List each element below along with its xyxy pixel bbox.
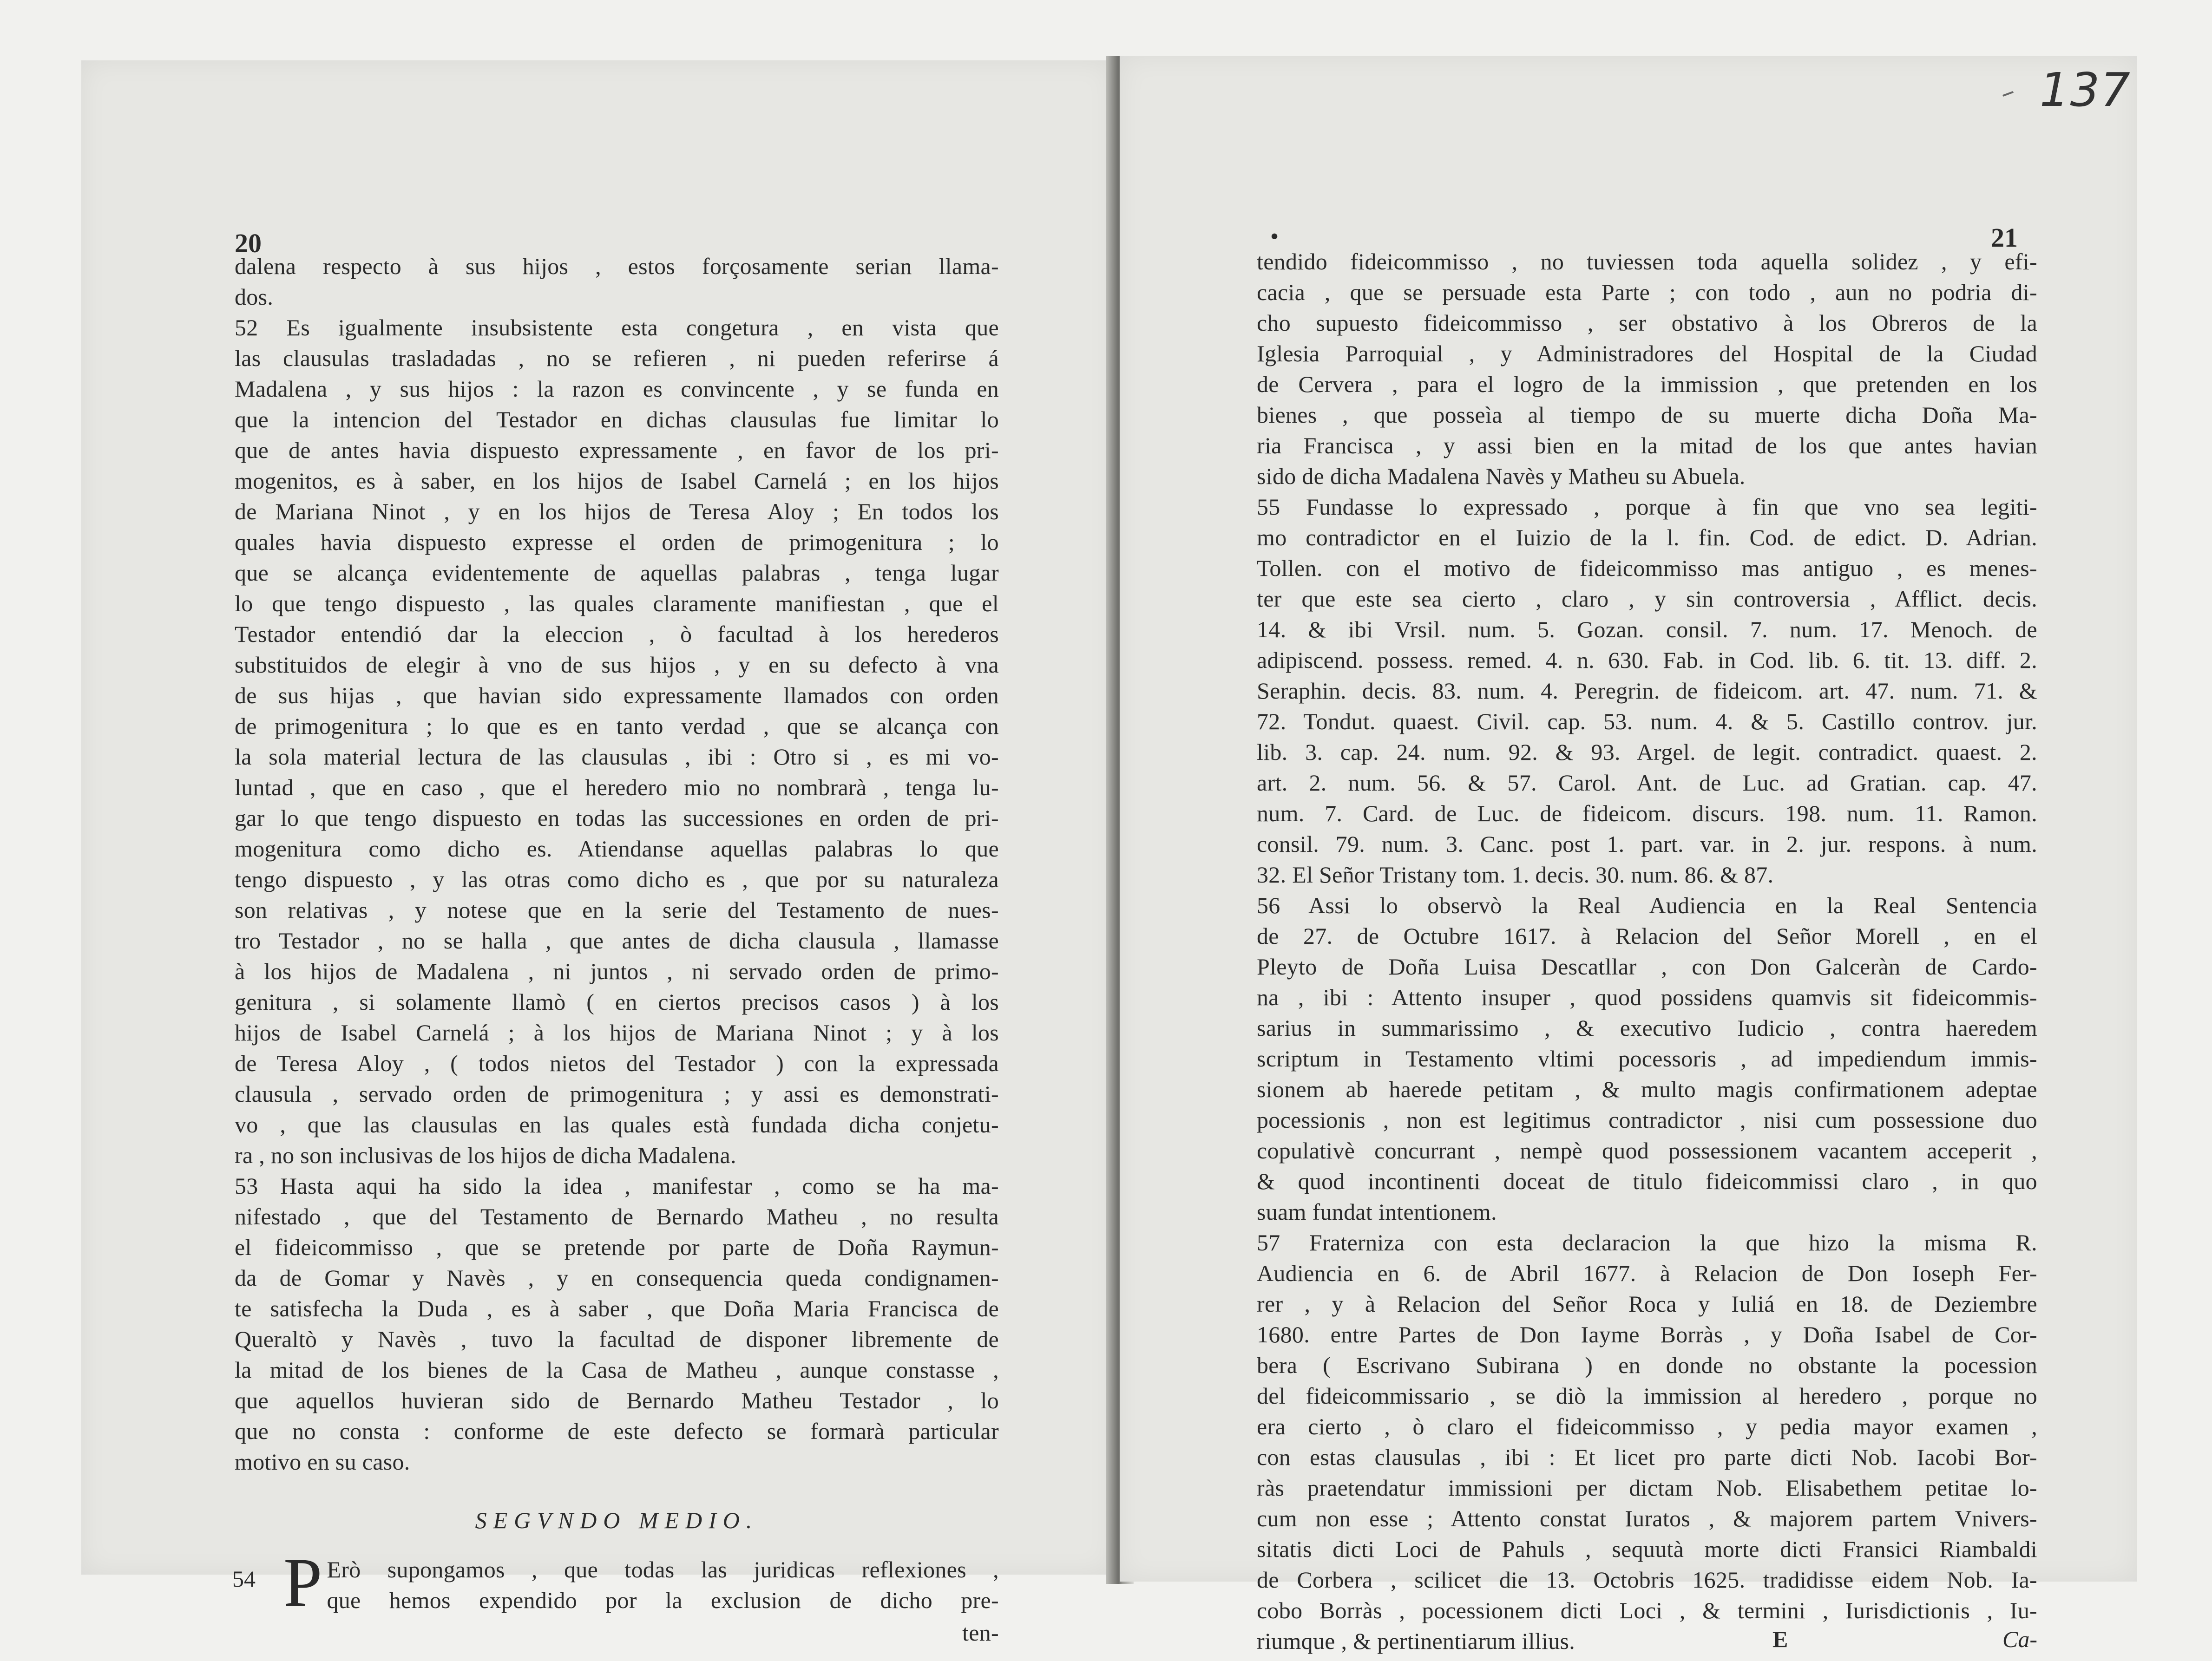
- text-line: lo que tengo dispuesto , las quales claramente manifiestan , que el: [235, 590, 999, 616]
- text-line: copulativè concurrant , nempè quod possessionem vacantem acceperit ,: [1257, 1138, 2037, 1164]
- text-line: 55 Fundasse lo expressado , porque à fin que vno sea legiti-: [1257, 494, 2037, 520]
- text-line: Testador entendió dar la eleccion , ò facultad à los herederos: [235, 621, 999, 647]
- paragraph-54: [232, 1544, 999, 1621]
- text-line: motivo en su caso.: [235, 1449, 410, 1475]
- text-line: sionem ab haerede petitam , & multo magis confirmationem adeptae: [1257, 1076, 2037, 1102]
- text-line: num. 7. Card. de Luc. de fideicom. discurs. 198. num. 11. Ramon.: [1257, 800, 2037, 826]
- text-line: de primogenitura ; lo que es en tanto verdad , que se alcança con: [235, 713, 999, 739]
- text-line: bienes , que posseìa al tiempo de su muerte dicha Doña Ma-: [1257, 402, 2037, 428]
- text-line: consil. 79. num. 3. Canc. post 1. part. var. in 2. jur. respons. à num.: [1257, 831, 2037, 857]
- text-line: que aquellos huvieran sido de Bernardo Matheu Testador , lo: [235, 1387, 999, 1413]
- text-line: à los hijos de Madalena , ni juntos , ni servado orden de primo-: [235, 958, 999, 984]
- text-line: tengo dispuesto , y las otras como dicho es , que por su naturaleza: [235, 866, 999, 892]
- text-line: genitura , si solamente llamò ( en ciertos precisos casos ) à los: [235, 989, 999, 1015]
- signature-mark: E: [1772, 1626, 1788, 1652]
- text-line: son relativas , y notese que en la serie del Testamento de nues-: [235, 897, 999, 923]
- text-line: mo contradictor en el Iuizio de la l. fin. Cod. de edict. D. Adrian.: [1257, 524, 2037, 550]
- left-text-column: [232, 223, 999, 1648]
- text-line: sitatis dicti Loci de Pahuls , sequutà morte dicti Fransici Riambaldi: [1257, 1536, 2037, 1562]
- text-line: Seraphin. decis. 83. num. 4. Peregrin. de fideicom. art. 47. num. 71. &: [1257, 678, 2037, 704]
- text-line: ra , no son inclusivas de los hijos de dicha Madalena.: [235, 1142, 736, 1168]
- text-line: clausula , servado orden de primogenitura ; y assi es demonstrati-: [235, 1081, 999, 1107]
- text-line: Iglesia Parroquial , y Administradores del Hospital de la Ciudad: [1257, 340, 2037, 366]
- text-line: pocessionis , non est legitimus contradictor , nisi cum possessione duo: [1257, 1107, 2037, 1133]
- section-heading: SEGVNDO MEDIO.: [475, 1507, 759, 1533]
- text-line: que no consta : conforme de este defecto se formarà particular: [235, 1418, 999, 1444]
- text-line: las clausulas trasladadas , no se refieren , ni pueden referirse á: [235, 345, 999, 371]
- drop-cap: P: [283, 1544, 322, 1621]
- text-line: era cierto , ò claro el fideicommisso , y pedia mayor examen ,: [1257, 1413, 2037, 1439]
- text-line: ter que este sea cierto , claro , y sin controversia , Afflict. decis.: [1257, 586, 2037, 612]
- left-page-number: 20: [235, 228, 262, 258]
- text-line: mogenitos, es à saber, en los hijos de Isabel Carnelá ; en los hijos: [235, 468, 999, 494]
- text-line: scriptum in Testamento vltimi pocessoris , ad impediendum immis-: [1257, 1046, 2037, 1072]
- text-line: Pleyto de Doña Luisa Descatllar , con Don Galceràn de Cardo-: [1257, 954, 2037, 980]
- text-line: del fideicommissario , se diò la immission al heredero , porque no: [1257, 1383, 2037, 1409]
- left-catchword: ten-: [962, 1620, 999, 1646]
- paragraph-54-number: 54: [232, 1566, 256, 1592]
- text-line: de Mariana Ninot , y en los hijos de Teresa Aloy ; En todos los: [235, 498, 999, 524]
- text-line: el fideicommisso , que se pretende por parte de Doña Raymun-: [235, 1234, 999, 1260]
- text-line: 1680. entre Partes de Don Iayme Borràs , y Doña Isabel de Cor-: [1257, 1321, 2037, 1347]
- right-page-marker: •: [1271, 224, 1279, 248]
- text-line: gar lo que tengo dispuesto en todas las successiones en orden de pri-: [235, 805, 999, 831]
- text-line: vo , que las clausulas en las quales està fundada dicha conjetu-: [235, 1112, 999, 1138]
- text-line: de Teresa Aloy , ( todos nietos del Testador ) con la expressada: [235, 1050, 999, 1076]
- text-line: que hemos expendido por la exclusion de dicho pre-: [327, 1587, 999, 1613]
- text-line: que la intencion del Testador en dichas clausulas fue limitar lo: [235, 406, 999, 432]
- text-line: adipiscend. possess. remed. 4. n. 630. Fab. in Cod. lib. 6. tit. 13. diff. 2.: [1257, 647, 2037, 673]
- text-line: art. 2. num. 56. & 57. Carol. Ant. de Luc. ad Gratian. cap. 47.: [1257, 770, 2037, 796]
- text-line: rer , y à Relacion del Señor Roca y Iuliá en 18. de Deziembre: [1257, 1291, 2037, 1317]
- text-line: 56 Assi lo observò la Real Audiencia en la Real Sentencia: [1257, 892, 2037, 918]
- text-line: sido de dicha Madalena Navès y Matheu su Abuela.: [1257, 463, 1746, 489]
- text-line: de 27. de Octubre 1617. à Relacion del Señor Morell , en el: [1257, 923, 2037, 949]
- text-line: que de antes havia dispuesto expressamente , en favor de los pri-: [235, 437, 999, 463]
- text-line: hijos de Isabel Carnelá ; à los hijos de Mariana Ninot ; y à los: [235, 1020, 999, 1046]
- text-line: 57 Fraterniza con esta declaracion la que hizo la misma R.: [1257, 1229, 2037, 1256]
- text-line: substituidos de elegir à vno de sus hijos , y en su defecto à vna: [235, 652, 999, 678]
- text-line: luntad , que en caso , que el heredero mio no nombrarà , tenga lu-: [235, 774, 999, 800]
- text-line: lib. 3. cap. 24. num. 92. & 93. Argel. de legit. contradict. quaest. 2.: [1257, 739, 2037, 765]
- handwritten-folio-number: 137: [2040, 63, 2131, 117]
- text-line: 32. El Señor Tristany tom. 1. decis. 30. num. 86. & 87.: [1257, 862, 1774, 888]
- text-line: la sola material lectura de las clausulas , ibi : Otro si , es mi vo-: [235, 744, 999, 770]
- text-line: de Corbera , scilicet die 13. Octobris 1625. tradidisse eidem Nob. Ia-: [1257, 1567, 2037, 1593]
- text-line: 53 Hasta aqui ha sido la idea , manifestar , como se ha ma-: [235, 1173, 999, 1199]
- text-line: ria Francisca , y assi bien en la mitad de los que antes havian: [1257, 432, 2037, 458]
- text-line: cacia , que se persuade esta Parte ; con todo , aun no podria di-: [1257, 279, 2037, 305]
- text-line: 52 Es igualmente insubsistente esta congetura , en vista que: [235, 314, 999, 340]
- text-line: Queraltò y Navès , tuvo la facultad de disponer libremente de: [235, 1326, 999, 1352]
- right-body-text: [1257, 246, 2037, 1656]
- text-line: cho supuesto fideicommisso , ser obstativo à los Obreros de la: [1257, 310, 2037, 336]
- text-line: Erò supongamos , que todas las juridicas reflexiones ,: [327, 1556, 999, 1583]
- text-line: quales havia dispuesto expresse el orden de primogenitura ; lo: [235, 529, 999, 555]
- text-line: tro Testador , no se halla , que antes de dicha clausula , llamasse: [235, 928, 999, 954]
- text-line: de Cervera , para el logro de la immission , que pretenden en los: [1257, 371, 2037, 397]
- right-catchword: Ca-: [2002, 1626, 2037, 1652]
- text-line: dos.: [235, 284, 274, 310]
- paragraph-54-text: [327, 1554, 999, 1615]
- text-line: con estas clausulas , ibi : Et licet pro parte dicti Nob. Iacobi Bor-: [1257, 1444, 2037, 1470]
- text-line: da de Gomar y Navès , y en consequencia queda condignamen-: [235, 1265, 999, 1291]
- right-text-column: [1257, 246, 2037, 1661]
- text-line: cobo Borràs , pocessionem dicti Loci , & termini , Iurisdictionis , Iu-: [1257, 1597, 2037, 1623]
- text-line: nifestado , que del Testamento de Bernardo Matheu , no resulta: [235, 1203, 999, 1229]
- text-line: te satisfecha la Duda , es à saber , que Doña Maria Francisca de: [235, 1295, 999, 1321]
- text-line: cum non esse ; Attento constat Iuratos , & majorem partem Vnivers-: [1257, 1505, 2037, 1531]
- text-line: na , ibi : Attento insuper , quod possidens quamvis sit fideicommis-: [1257, 984, 2037, 1010]
- text-line: dalena respecto à sus hijos , estos forçosamente serian llama-: [235, 253, 999, 279]
- text-line: bera ( Escrivano Subirana ) en donde no obstante la pocession: [1257, 1352, 2037, 1378]
- text-line: mogenitura como dicho es. Atiendanse aquellas palabras lo que: [235, 836, 999, 862]
- right-page-number: 21: [1991, 222, 2018, 253]
- left-body-text: [235, 251, 999, 1477]
- text-line: 14. & ibi Vrsil. num. 5. Gozan. consil. 7. num. 17. Menoch. de: [1257, 616, 2037, 642]
- text-line: la mitad de los bienes de la Casa de Matheu , aunque constasse ,: [235, 1357, 999, 1383]
- text-line: Audiencia en 6. de Abril 1677. à Relacion de Don Ioseph Fer-: [1257, 1260, 2037, 1286]
- text-line: ràs praetendatur immissioni per dictam Nob. Elisabethem petitae lo-: [1257, 1475, 2037, 1501]
- text-line: Madalena , y sus hijos : la razon es convincente , y se funda en: [235, 376, 999, 402]
- text-line: Tollen. con el motivo de fideicommisso mas antiguo , es menes-: [1257, 555, 2037, 581]
- text-line: suam fundat intentionem.: [1257, 1199, 1497, 1225]
- text-line: que se alcança evidentemente de aquellas palabras , tenga lugar: [235, 560, 999, 586]
- text-line: & quod incontinenti doceat de titulo fideicommissi claro , in quo: [1257, 1168, 2037, 1194]
- text-line: riumque , & pertinentiarum illius.: [1257, 1628, 1575, 1654]
- text-line: de sus hijas , que havian sido expressamente llamados con orden: [235, 682, 999, 708]
- text-line: sarius in summarissimo , & executivo Iudicio , contra haeredem: [1257, 1015, 2037, 1041]
- text-line: tendido fideicommisso , no tuviessen toda aquella solidez , y efi-: [1257, 248, 2037, 275]
- text-line: 72. Tondut. quaest. Civil. cap. 53. num. 4. & 5. Castillo controv. jur.: [1257, 708, 2037, 734]
